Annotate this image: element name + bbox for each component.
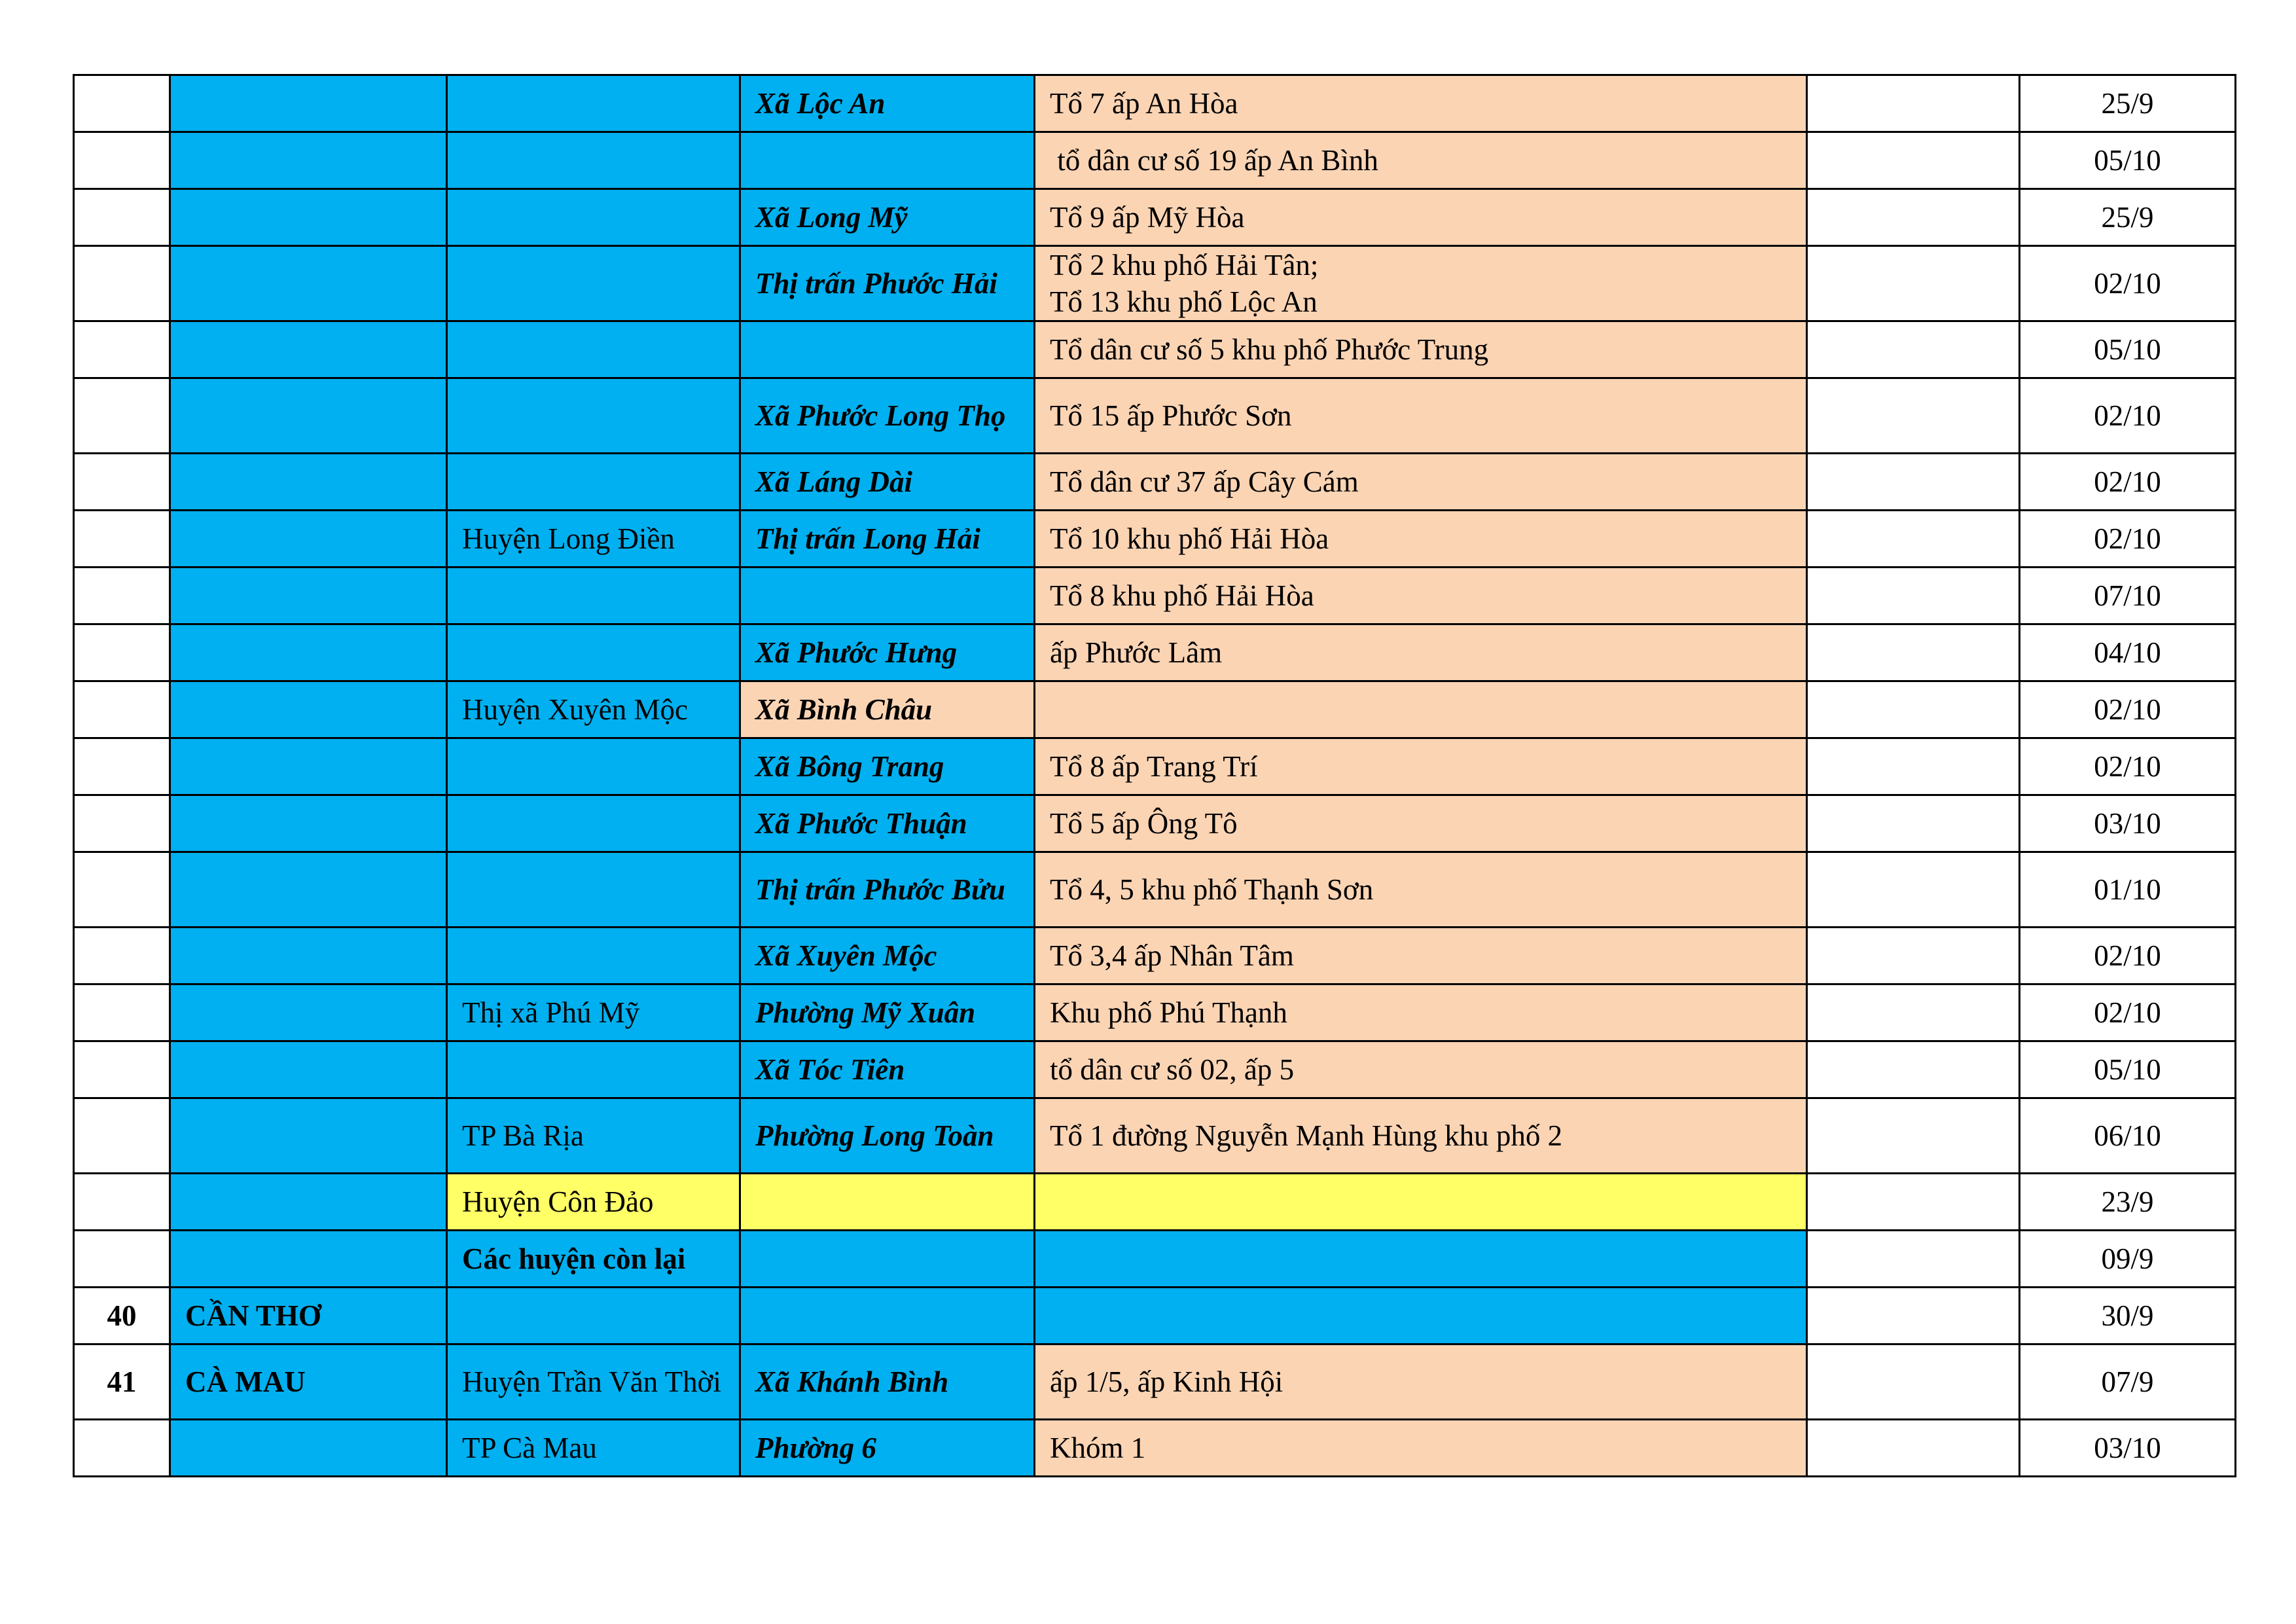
commune-cell: [740, 1231, 1035, 1288]
district-cell: [447, 321, 740, 378]
district-cell: [447, 189, 740, 246]
empty-cell: [1807, 75, 2020, 132]
stt-cell: 40: [74, 1288, 170, 1344]
district-cell: [447, 132, 740, 189]
empty-cell: [1807, 852, 2020, 928]
empty-cell: [1807, 1420, 2020, 1477]
date-cell: 05/10: [2020, 1041, 2236, 1098]
province-cell: [170, 454, 447, 511]
district-cell: [447, 568, 740, 624]
table-row: [74, 1231, 2236, 1288]
stt-cell: [74, 378, 170, 454]
province-cell: [170, 378, 447, 454]
table-row: [74, 511, 2236, 568]
table-row: [74, 246, 2236, 321]
location-cell: Tổ 3,4 ấp Nhân Tâm: [1035, 928, 1807, 984]
empty-cell: [1807, 984, 2020, 1041]
district-cell: Các huyện còn lại: [447, 1231, 740, 1288]
province-cell: [170, 75, 447, 132]
stt-cell: [74, 132, 170, 189]
commune-cell: Phường 6: [740, 1420, 1035, 1477]
district-cell: [447, 1288, 740, 1344]
date-cell: 02/10: [2020, 928, 2236, 984]
district-cell: [447, 624, 740, 681]
table-row: [74, 132, 2236, 189]
commune-cell: [740, 1288, 1035, 1344]
empty-cell: [1807, 568, 2020, 624]
location-cell: Khu phố Phú Thạnh: [1035, 984, 1807, 1041]
table-row: [74, 1288, 2236, 1344]
location-cell: ấp Phước Lâm: [1035, 624, 1807, 681]
province-cell: [170, 1098, 447, 1174]
province-cell: [170, 852, 447, 928]
province-cell: [170, 624, 447, 681]
district-cell: [447, 852, 740, 928]
location-cell: Tổ dân cư 37 ấp Cây Cám: [1035, 454, 1807, 511]
table-row: [74, 378, 2236, 454]
date-cell: 02/10: [2020, 984, 2236, 1041]
province-cell: [170, 132, 447, 189]
date-cell: 05/10: [2020, 321, 2236, 378]
date-cell: 02/10: [2020, 378, 2236, 454]
date-cell: 01/10: [2020, 852, 2236, 928]
empty-cell: [1807, 246, 2020, 321]
date-cell: 03/10: [2020, 1420, 2236, 1477]
province-cell: [170, 246, 447, 321]
stt-cell: [74, 189, 170, 246]
empty-cell: [1807, 454, 2020, 511]
commune-cell: Xã Bông Trang: [740, 738, 1035, 795]
district-cell: [447, 795, 740, 852]
date-cell: 02/10: [2020, 246, 2236, 321]
location-cell: Tổ 8 ấp Trang Trí: [1035, 738, 1807, 795]
province-cell: [170, 984, 447, 1041]
province-cell: [170, 795, 447, 852]
location-cell: Tổ 2 khu phố Hải Tân; Tổ 13 khu phố Lộc An: [1035, 246, 1807, 321]
commune-cell: Xã Khánh Bình: [740, 1344, 1035, 1420]
location-cell: [1035, 1231, 1807, 1288]
stt-cell: [74, 1098, 170, 1174]
commune-cell: Xã Xuyên Mộc: [740, 928, 1035, 984]
outbreak-locations-table: [73, 74, 2236, 1477]
district-cell: [447, 246, 740, 321]
province-cell: [170, 511, 447, 568]
location-cell: Tổ 10 khu phố Hải Hòa: [1035, 511, 1807, 568]
commune-cell: Xã Phước Thuận: [740, 795, 1035, 852]
date-cell: 02/10: [2020, 454, 2236, 511]
stt-cell: [74, 681, 170, 738]
location-cell: Tổ 4, 5 khu phố Thạnh Sơn: [1035, 852, 1807, 928]
location-cell: tổ dân cư số 19 ấp An Bình: [1035, 132, 1807, 189]
empty-cell: [1807, 681, 2020, 738]
province-cell: [170, 568, 447, 624]
date-cell: 25/9: [2020, 75, 2236, 132]
location-cell: Khóm 1: [1035, 1420, 1807, 1477]
commune-cell: Xã Lộc An: [740, 75, 1035, 132]
location-cell: [1035, 681, 1807, 738]
date-cell: 02/10: [2020, 681, 2236, 738]
district-cell: [447, 928, 740, 984]
district-cell: Huyện Xuyên Mộc: [447, 681, 740, 738]
stt-cell: [74, 624, 170, 681]
location-cell: Tổ dân cư số 5 khu phố Phước Trung: [1035, 321, 1807, 378]
district-cell: [447, 75, 740, 132]
table-row: [74, 1344, 2236, 1420]
stt-cell: [74, 568, 170, 624]
commune-cell: Thị trấn Long Hải: [740, 511, 1035, 568]
stt-cell: [74, 795, 170, 852]
province-cell: CÀ MAU: [170, 1344, 447, 1420]
empty-cell: [1807, 1344, 2020, 1420]
date-cell: 25/9: [2020, 189, 2236, 246]
empty-cell: [1807, 378, 2020, 454]
stt-cell: [74, 454, 170, 511]
date-cell: 07/9: [2020, 1344, 2236, 1420]
district-cell: [447, 1041, 740, 1098]
table-row: [74, 928, 2236, 984]
location-cell: Tổ 15 ấp Phước Sơn: [1035, 378, 1807, 454]
stt-cell: [74, 738, 170, 795]
date-cell: 09/9: [2020, 1231, 2236, 1288]
district-cell: [447, 454, 740, 511]
table-row: [74, 738, 2236, 795]
table-row: [74, 454, 2236, 511]
commune-cell: Phường Long Toàn: [740, 1098, 1035, 1174]
stt-cell: [74, 321, 170, 378]
location-cell: ấp 1/5, ấp Kinh Hội: [1035, 1344, 1807, 1420]
location-cell: tổ dân cư số 02, ấp 5: [1035, 1041, 1807, 1098]
stt-cell: [74, 511, 170, 568]
commune-cell: Thị trấn Phước Hải: [740, 246, 1035, 321]
stt-cell: [74, 1041, 170, 1098]
district-cell: Thị xã Phú Mỹ: [447, 984, 740, 1041]
location-cell: Tổ 9 ấp Mỹ Hòa: [1035, 189, 1807, 246]
table-row: [74, 321, 2236, 378]
province-cell: [170, 928, 447, 984]
empty-cell: [1807, 321, 2020, 378]
stt-cell: 41: [74, 1344, 170, 1420]
commune-cell: Xã Láng Dài: [740, 454, 1035, 511]
province-cell: [170, 189, 447, 246]
location-cell: [1035, 1174, 1807, 1231]
table-row: [74, 1098, 2236, 1174]
commune-cell: Xã Long Mỹ: [740, 189, 1035, 246]
empty-cell: [1807, 928, 2020, 984]
location-cell: Tổ 7 ấp An Hòa: [1035, 75, 1807, 132]
date-cell: 23/9: [2020, 1174, 2236, 1231]
empty-cell: [1807, 511, 2020, 568]
date-cell: 06/10: [2020, 1098, 2236, 1174]
empty-cell: [1807, 189, 2020, 246]
date-cell: 07/10: [2020, 568, 2236, 624]
commune-cell: Xã Phước Hưng: [740, 624, 1035, 681]
province-cell: [170, 1420, 447, 1477]
table-row: [74, 795, 2236, 852]
commune-cell: Xã Tóc Tiên: [740, 1041, 1035, 1098]
commune-cell: [740, 568, 1035, 624]
date-cell: 02/10: [2020, 738, 2236, 795]
table-row: [74, 681, 2236, 738]
province-cell: [170, 1231, 447, 1288]
district-cell: TP Cà Mau: [447, 1420, 740, 1477]
empty-cell: [1807, 132, 2020, 189]
empty-cell: [1807, 738, 2020, 795]
stt-cell: [74, 928, 170, 984]
table-row: [74, 189, 2236, 246]
table-row: [74, 1420, 2236, 1477]
empty-cell: [1807, 1288, 2020, 1344]
stt-cell: [74, 1231, 170, 1288]
stt-cell: [74, 246, 170, 321]
location-cell: [1035, 1288, 1807, 1344]
empty-cell: [1807, 624, 2020, 681]
table-row: [74, 624, 2236, 681]
district-cell: TP Bà Rịa: [447, 1098, 740, 1174]
empty-cell: [1807, 1231, 2020, 1288]
table-row: [74, 568, 2236, 624]
table-row: [74, 1041, 2236, 1098]
province-cell: [170, 1041, 447, 1098]
province-cell: [170, 321, 447, 378]
stt-cell: [74, 75, 170, 132]
district-cell: Huyện Trần Văn Thời: [447, 1344, 740, 1420]
province-cell: [170, 681, 447, 738]
date-cell: 04/10: [2020, 624, 2236, 681]
commune-cell: Thị trấn Phước Bửu: [740, 852, 1035, 928]
location-cell: Tổ 8 khu phố Hải Hòa: [1035, 568, 1807, 624]
district-cell: [447, 738, 740, 795]
date-cell: 05/10: [2020, 132, 2236, 189]
district-cell: Huyện Côn Đảo: [447, 1174, 740, 1231]
district-cell: Huyện Long Điền: [447, 511, 740, 568]
stt-cell: [74, 984, 170, 1041]
district-cell: [447, 378, 740, 454]
location-cell: Tổ 1 đường Nguyễn Mạnh Hùng khu phố 2: [1035, 1098, 1807, 1174]
stt-cell: [74, 1174, 170, 1231]
empty-cell: [1807, 1041, 2020, 1098]
empty-cell: [1807, 1174, 2020, 1231]
empty-cell: [1807, 795, 2020, 852]
empty-cell: [1807, 1098, 2020, 1174]
date-cell: 30/9: [2020, 1288, 2236, 1344]
table-row: [74, 984, 2236, 1041]
province-cell: [170, 1174, 447, 1231]
table-row: [74, 852, 2236, 928]
commune-cell: [740, 132, 1035, 189]
commune-cell: [740, 1174, 1035, 1231]
commune-cell: Phường Mỹ Xuân: [740, 984, 1035, 1041]
commune-cell: [740, 321, 1035, 378]
stt-cell: [74, 852, 170, 928]
location-cell: Tổ 5 ấp Ông Tô: [1035, 795, 1807, 852]
date-cell: 03/10: [2020, 795, 2236, 852]
table-row: [74, 1174, 2236, 1231]
province-cell: CẦN THƠ: [170, 1288, 447, 1344]
stt-cell: [74, 1420, 170, 1477]
province-cell: [170, 738, 447, 795]
commune-cell: Xã Bình Châu: [740, 681, 1035, 738]
date-cell: 02/10: [2020, 511, 2236, 568]
table-row: [74, 75, 2236, 132]
commune-cell: Xã Phước Long Thọ: [740, 378, 1035, 454]
